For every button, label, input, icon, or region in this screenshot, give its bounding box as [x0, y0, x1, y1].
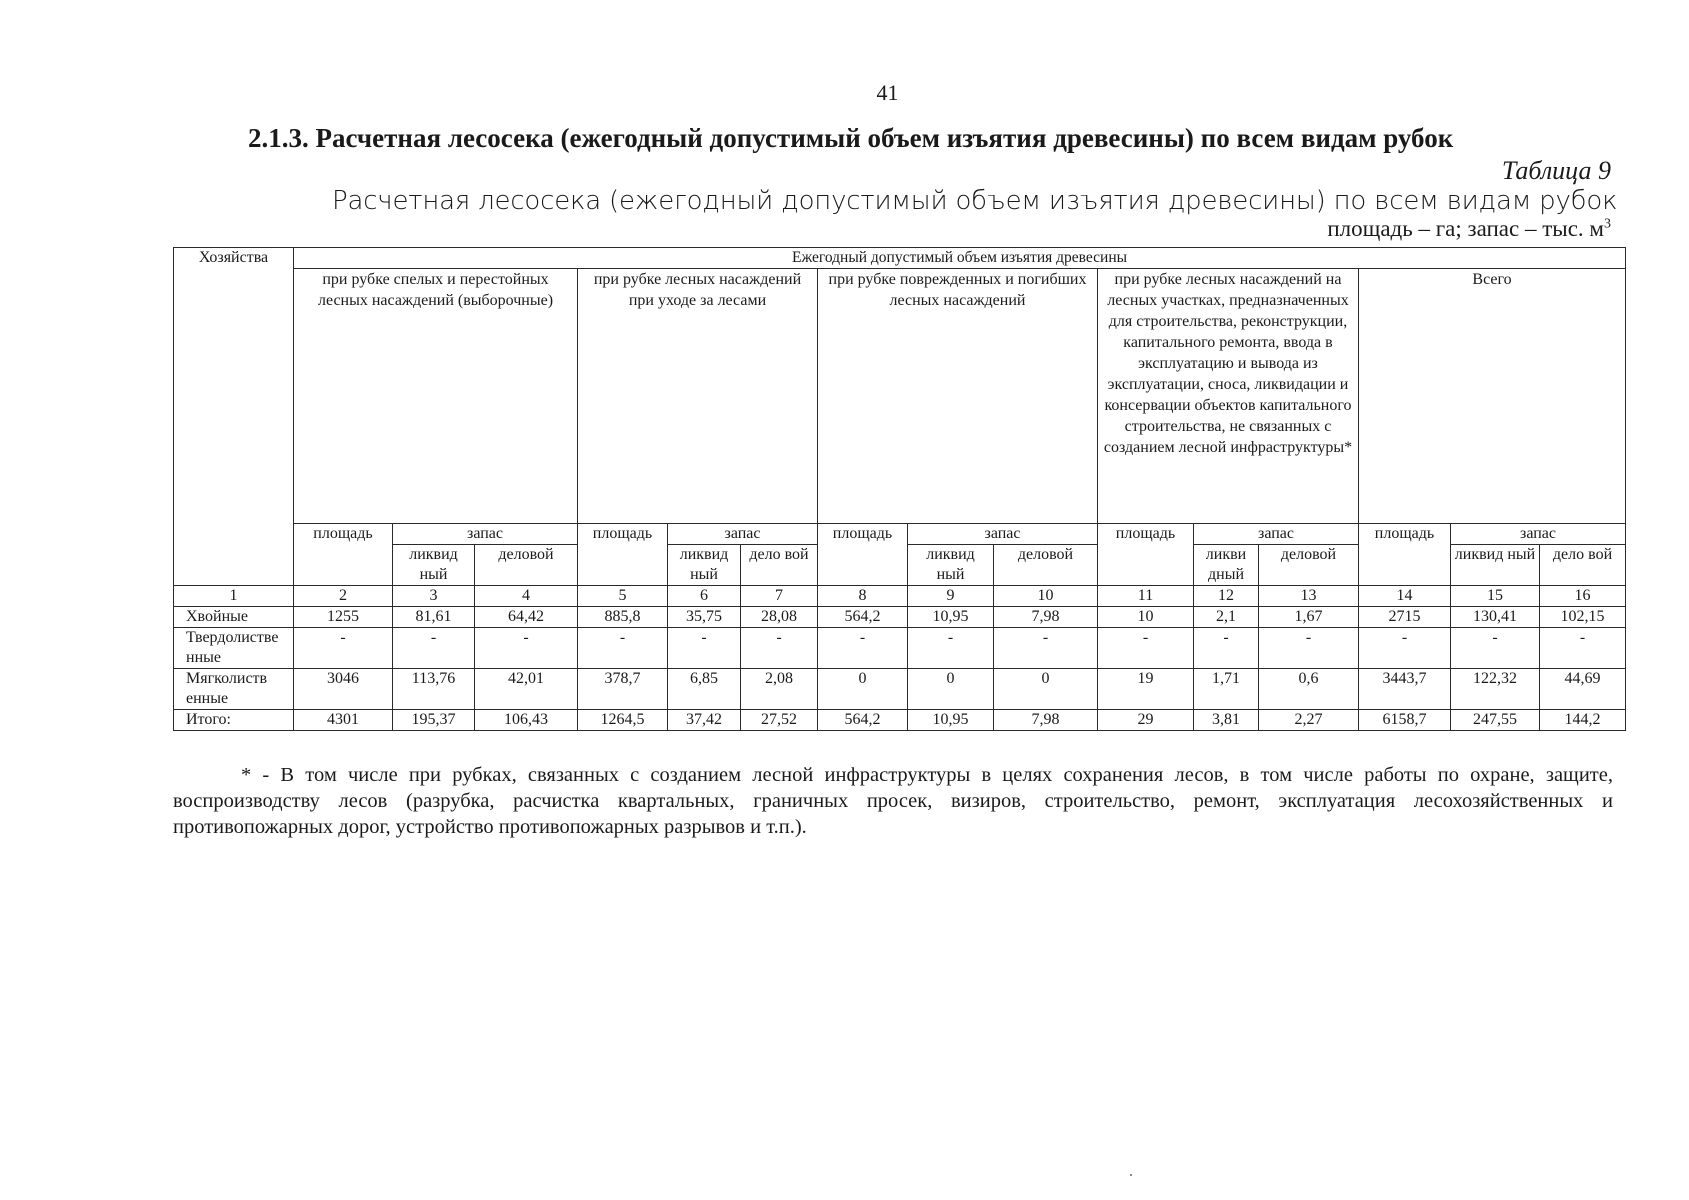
header-annual-volume: Ежегодный допустимый объем изъятия древесины: [294, 248, 1626, 269]
table-cell: 378,7: [578, 669, 668, 710]
table-cell: 106,43: [475, 710, 578, 731]
column-number: 10: [994, 586, 1098, 607]
table-cell: 7,98: [994, 607, 1098, 628]
row-label: Мягколиств енные: [174, 669, 294, 710]
table-cell: -: [1540, 628, 1626, 669]
table-cell: 64,42: [475, 607, 578, 628]
table-cell: 195,37: [393, 710, 475, 731]
table-cell: 10,95: [908, 710, 994, 731]
column-number: 5: [578, 586, 668, 607]
header-liquid: ликвид ный: [393, 545, 475, 586]
table-cell: 35,75: [668, 607, 741, 628]
header-stock: запас: [668, 524, 818, 545]
footnote-text: * - В том числе при рубках, связанных с созданием лесной инфраструктуры в целях сохранения лесов, в том числе работы по охране, защите, воспроизводству лесов (разрубка, расчистка квартальных, граничных просек, визиров, строительство, ремонт, эксплуатация лесохозяйственных и противопожарных дорог, устройство противопожарных разрывов и т.п.).: [173, 764, 1613, 838]
table-body: [174, 607, 1626, 731]
header-area: площадь: [818, 524, 908, 586]
table-cell: 6158,7: [1359, 710, 1451, 731]
header-area: площадь: [1359, 524, 1451, 586]
table-row: [174, 669, 1626, 710]
table-cell: 29: [1098, 710, 1194, 731]
column-number: 6: [668, 586, 741, 607]
header-group-total: Всего: [1359, 269, 1626, 524]
column-number: 4: [475, 586, 578, 607]
table-cell: -: [1359, 628, 1451, 669]
table-cell: 0: [818, 669, 908, 710]
header-business: дело вой: [1540, 545, 1626, 586]
table-cell: 1264,5: [578, 710, 668, 731]
header-business: деловой: [1259, 545, 1359, 586]
header-liquid: ликвид ный: [1451, 545, 1540, 586]
table-cell: 2,27: [1259, 710, 1359, 731]
column-number: 13: [1259, 586, 1359, 607]
table-cell: 144,2: [1540, 710, 1626, 731]
column-number: 1: [174, 586, 294, 607]
row-label: Твердолистве нные: [174, 628, 294, 669]
table-cell: 130,41: [1451, 607, 1540, 628]
column-number: 14: [1359, 586, 1451, 607]
units-note: [1327, 216, 1611, 242]
table-cell: 42,01: [475, 669, 578, 710]
table-cell: -: [668, 628, 741, 669]
scan-speck: [1130, 1174, 1132, 1176]
table-cell: -: [1259, 628, 1359, 669]
table-cell: 27,52: [741, 710, 818, 731]
units-text: площадь – га; запас – тыс. м: [1327, 216, 1604, 241]
column-number: 12: [1194, 586, 1259, 607]
row-label: Хвойные: [174, 607, 294, 628]
column-number: 8: [818, 586, 908, 607]
table-cell: 6,85: [668, 669, 741, 710]
header-liquid: ликвид ный: [908, 545, 994, 586]
table-cell: 3443,7: [1359, 669, 1451, 710]
table-cell: -: [908, 628, 994, 669]
header-group-construction: при рубке лесных насаждений на лесных участках, предназначенных для строительства, реконструкции, капитального ремонта, ввода в эксплуатацию и вывода из эксплуатации, сноса, ликвидации и консервации объектов капитального строительства, не связанных с созданием лесной инфраструктуры*: [1098, 269, 1359, 524]
table-cell: -: [818, 628, 908, 669]
header-group-mature: при рубке спелых и перестойных лесных насаждений (выборочные): [294, 269, 578, 524]
table-cell: 0: [908, 669, 994, 710]
header-liquid: ликви дный: [1194, 545, 1259, 586]
row-label: Итого:: [174, 710, 294, 731]
column-number: 11: [1098, 586, 1194, 607]
table-cell: 2,08: [741, 669, 818, 710]
table-cell: 564,2: [818, 607, 908, 628]
table-caption: Расчетная лесосека (ежегодный допустимый объем изъятия древесины) по всем видам рубок: [332, 186, 1618, 216]
table-cell: -: [994, 628, 1098, 669]
header-stock: запас: [908, 524, 1098, 545]
header-group-damaged: при рубке поврежденных и погибших лесных насаждений: [818, 269, 1098, 524]
table-cell: 37,42: [668, 710, 741, 731]
table-cell: -: [475, 628, 578, 669]
table-cell: 102,15: [1540, 607, 1626, 628]
table-row: [174, 710, 1626, 731]
table-row: [174, 607, 1626, 628]
header-business: деловой: [994, 545, 1098, 586]
column-number: 3: [393, 586, 475, 607]
table-cell: 2,1: [1194, 607, 1259, 628]
table-cell: 885,8: [578, 607, 668, 628]
table-cell: -: [1098, 628, 1194, 669]
header-group-care: при рубке лесных насаждений при уходе за лесами: [578, 269, 818, 524]
table-cell: 81,61: [393, 607, 475, 628]
table-cell: -: [393, 628, 475, 669]
header-business: дело вой: [741, 545, 818, 586]
column-number: 9: [908, 586, 994, 607]
table-number: Таблица 9: [1501, 156, 1611, 185]
header-area: площадь: [294, 524, 393, 586]
table-cell: -: [741, 628, 818, 669]
header-area: площадь: [1098, 524, 1194, 586]
table-cell: 122,32: [1451, 669, 1540, 710]
table-cell: 44,69: [1540, 669, 1626, 710]
table-cell: 3,81: [1194, 710, 1259, 731]
column-number: 2: [294, 586, 393, 607]
header-stock: запас: [1451, 524, 1626, 545]
table-cell: 10: [1098, 607, 1194, 628]
table-cell: 28,08: [741, 607, 818, 628]
header-business: деловой: [475, 545, 578, 586]
table-cell: 19: [1098, 669, 1194, 710]
units-superscript: 3: [1604, 216, 1611, 232]
column-number: 16: [1540, 586, 1626, 607]
table-cell: 7,98: [994, 710, 1098, 731]
table-cell: 564,2: [818, 710, 908, 731]
column-number: 15: [1451, 586, 1540, 607]
table-cell: -: [578, 628, 668, 669]
table-cell: 1,71: [1194, 669, 1259, 710]
header-liquid: ликвид ный: [668, 545, 741, 586]
section-title: 2.1.3. Расчетная лесосека (ежегодный допустимый объем изъятия древесины) по всем видам рубок: [248, 123, 1454, 153]
table-cell: 10,95: [908, 607, 994, 628]
table-cell: 3046: [294, 669, 393, 710]
table-cell: 4301: [294, 710, 393, 731]
header-area: площадь: [578, 524, 668, 586]
table-cell: 0: [994, 669, 1098, 710]
table-cell: 0,6: [1259, 669, 1359, 710]
table-row: [174, 628, 1626, 669]
table-cell: 1,67: [1259, 607, 1359, 628]
column-number-row: [174, 586, 1626, 607]
table-cell: -: [1194, 628, 1259, 669]
header-farm: Хозяйства: [174, 248, 294, 586]
table-cell: -: [294, 628, 393, 669]
column-number: 7: [741, 586, 818, 607]
table-cell: 1255: [294, 607, 393, 628]
header-stock: запас: [393, 524, 578, 545]
table-cell: 113,76: [393, 669, 475, 710]
page-number: 41: [876, 80, 899, 105]
table-cell: 247,55: [1451, 710, 1540, 731]
header-stock: запас: [1194, 524, 1359, 545]
table-cell: -: [1451, 628, 1540, 669]
table-cell: 2715: [1359, 607, 1451, 628]
harvest-table: [173, 247, 1626, 731]
footnote: [173, 762, 1613, 840]
